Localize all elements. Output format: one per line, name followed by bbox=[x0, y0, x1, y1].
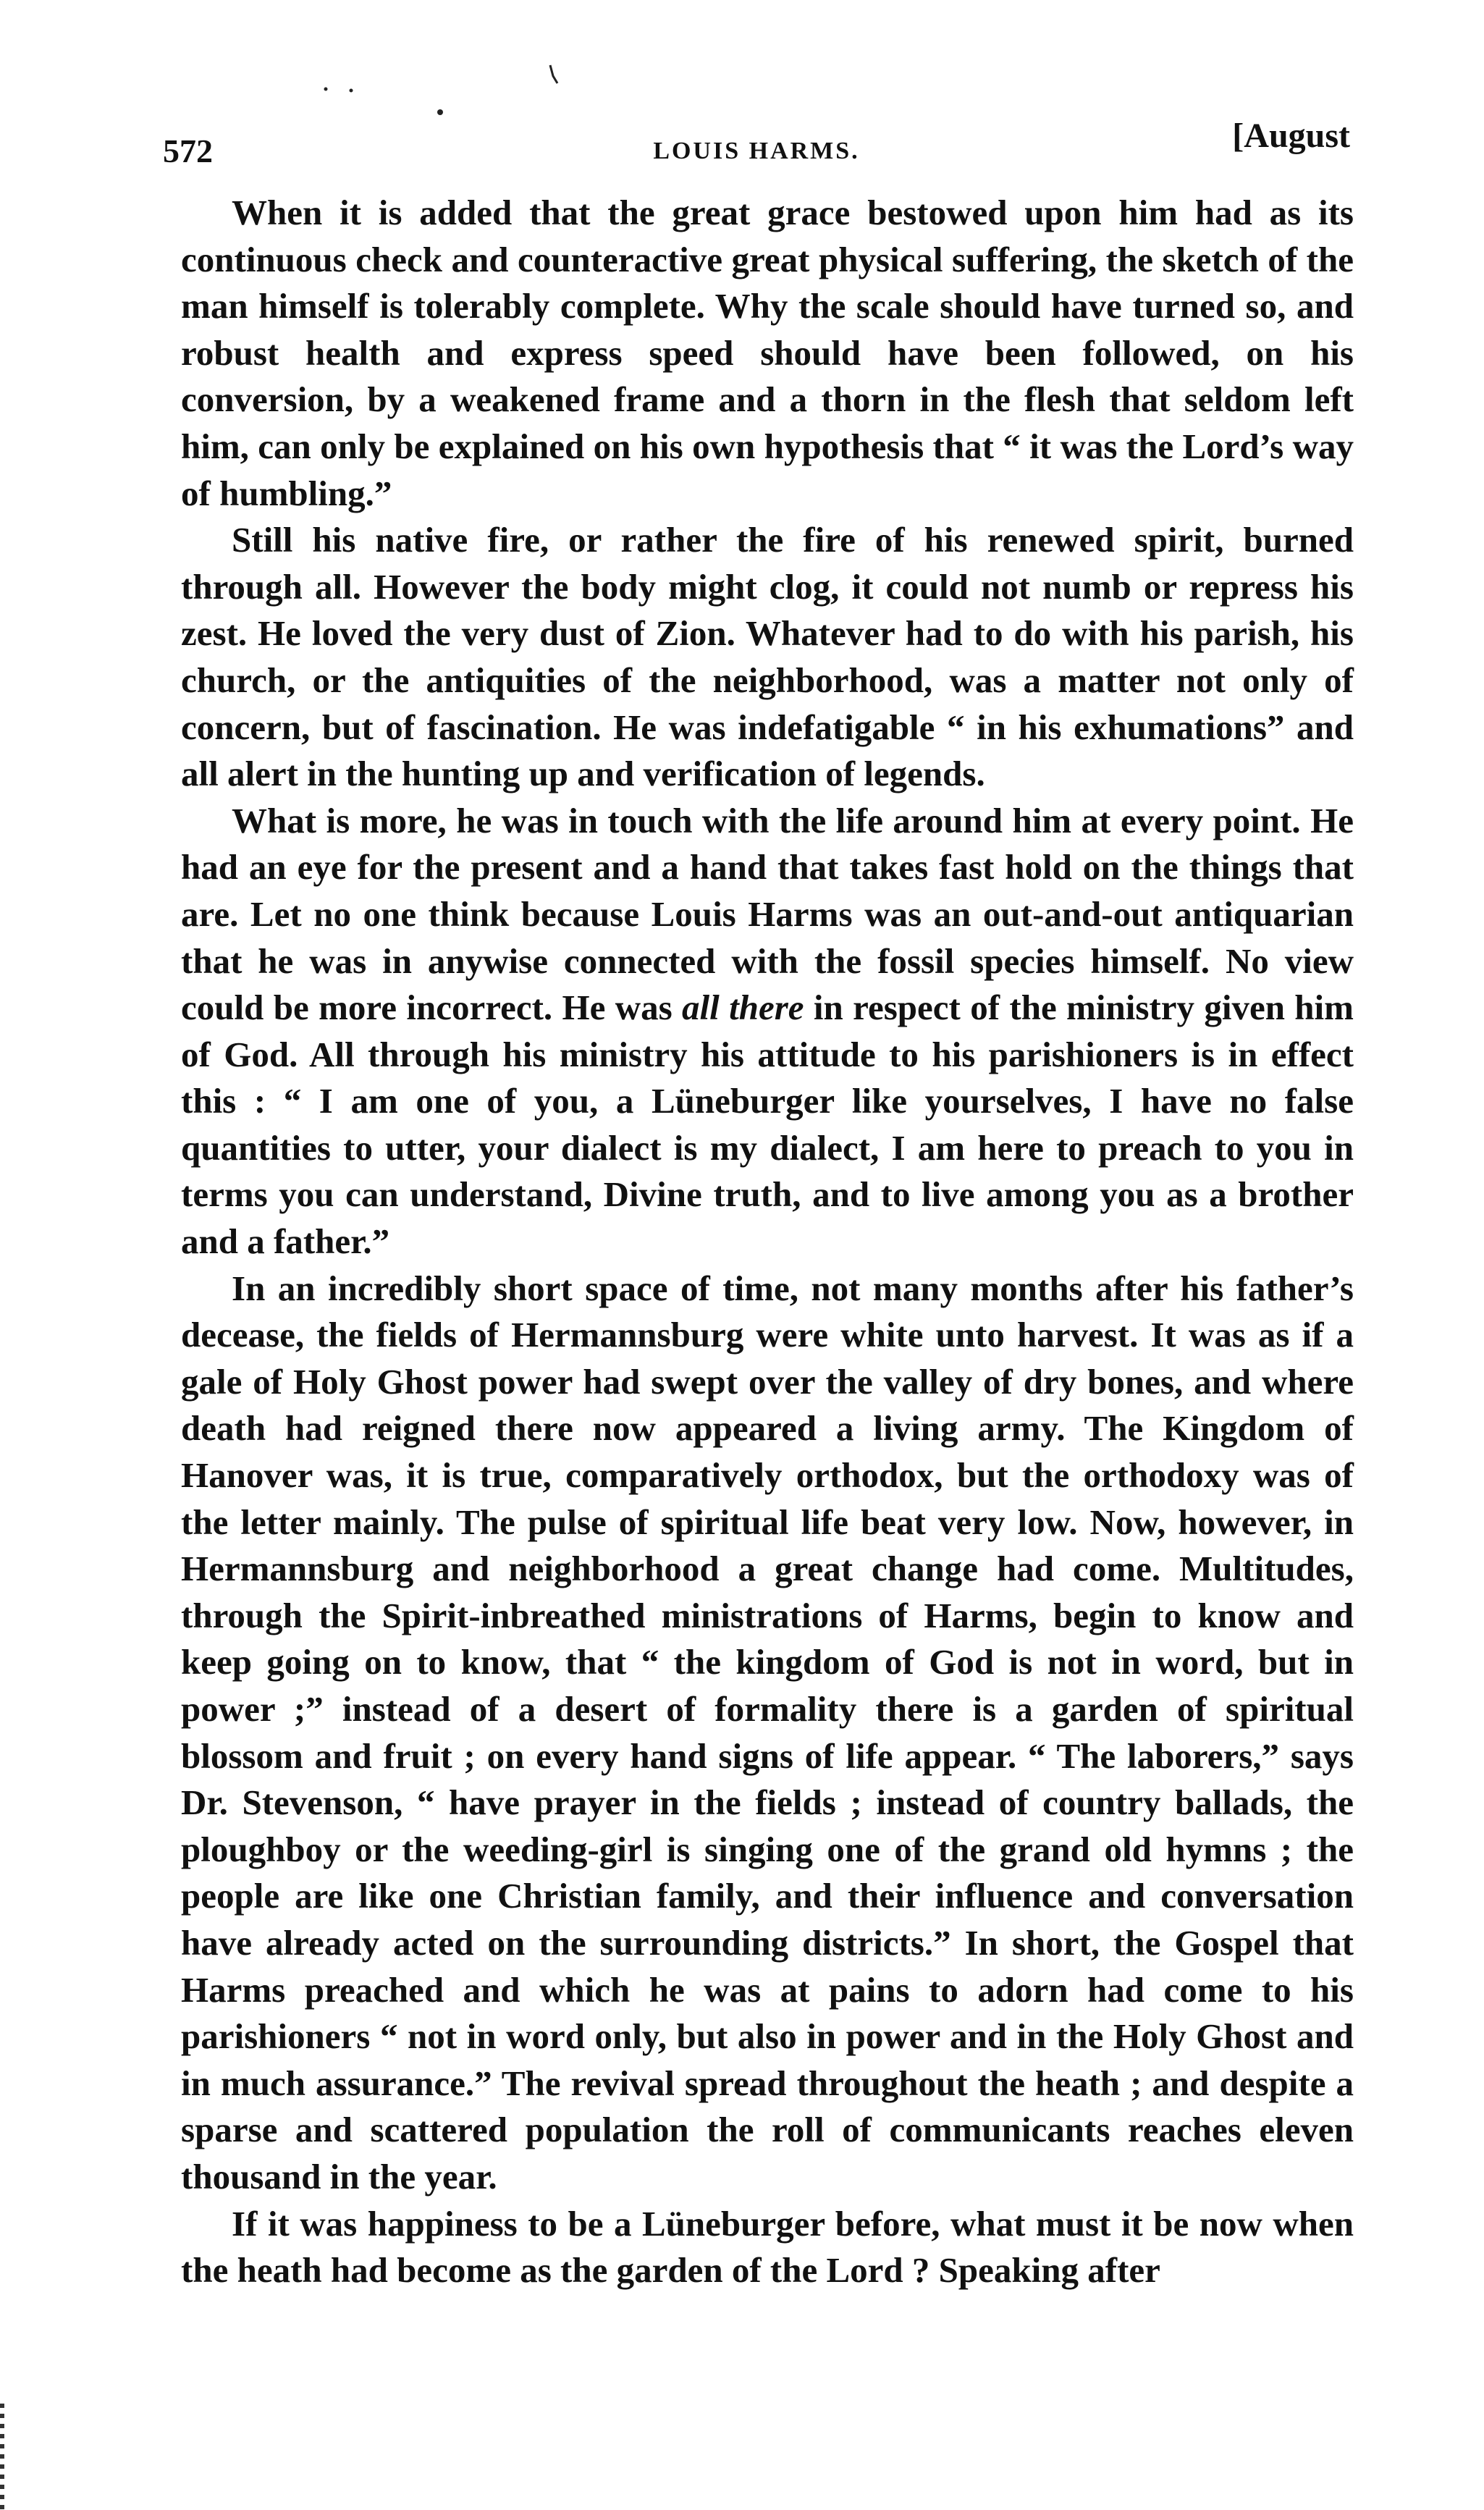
scan-specks bbox=[311, 62, 601, 119]
speck bbox=[324, 88, 328, 91]
page-header bbox=[163, 116, 1350, 181]
paragraph-2: Still his native fire, or rather the fire of his renewed spirit, burned through all. However the body might clog, it could not numb or repress his zest. He loved the very dust of Zion. Whatever had to do with his parish, his church, or the antiquities of the neighborhood, was a matter not only of concern, but of fascination. He was indefatigable “ in his exhumations” and all alert in the hunting up and verification of legends. bbox=[181, 520, 1354, 794]
paragraph-3 bbox=[181, 798, 1354, 1265]
paragraph-5: If it was happiness to be a Lüneburger before, what must it be now when the heath had become as the garden of the Lord ? Speaking after bbox=[181, 2203, 1354, 2291]
body-text bbox=[181, 190, 1354, 2294]
running-date: [August bbox=[1232, 117, 1350, 155]
paragraph-4: In an incredibly short space of time, not many months after his father’s decease, the fields of Hermannsburg were white unto harvest. It was as if a gale of Holy Ghost power had swept over the valley of dry bones, and where death had reigned there now appeared a living army. The Kingdom of Hanover was, it is true, comparatively orthodox, but the orthodoxy was of the letter mainly. The pulse of spiritual life beat very low. Now, however, in Hermannsburg and neighborhood a great change had come. Multitudes, through the Spirit-inbreathed ministrations of Harms, begin to know and keep going on to know, that “ the kingdom of God is not in word, but in power ;” instead of a desert of formality there is a garden of spiritual blossom and fruit ; on every hand signs of life appear. “ The laborers,” says Dr. Stevenson, “ have prayer in the fields ; instead of country ballads, the ploughboy or the weeding-girl is singing one of the grand old hymns ; the people are like one Christian family, and their influence and conversation have already acted on the surrounding districts.” In short, the Gospel that Harms preached and which he was at pains to adorn had come to his parishioners “ not in word only, but also in power and in the Holy Ghost and in much assurance.” The revival spread throughout the heath ; and despite a sparse and scattered population the roll of communicants reaches eleven thousand in the year. bbox=[181, 1268, 1354, 2197]
speck bbox=[350, 89, 353, 93]
speck bbox=[550, 65, 557, 83]
running-head: LOUIS HARMS. bbox=[653, 138, 860, 164]
paragraph-1: When it is added that the great grace bestowed upon him had as its continuous check and counteractive great physical suffering, the sketch of the man himself is tolerably complete. Why the scale should have turned so, and robust health and express speed should have been followed, on his conversion, by a weakened frame and a thorn in the flesh that seldom left him, can only be explained on his own hypothesis that “ it was the Lord’s way of humbling.” bbox=[181, 193, 1354, 513]
paragraph-3-text-b: in respect of the ministry given him of God. All through his ministry his attitude to his parishioners is in effect this : “ I am one of you, a Lüneburger like yourselves, I have no false quantities to utter, your dialect is my dialect, I am here to preach to you in terms you can understand, Divine truth, and to live among you as a brother and a father.” bbox=[181, 987, 1354, 1262]
scan-edge-mark bbox=[0, 2404, 4, 2510]
speck bbox=[437, 109, 443, 115]
paragraph-3-emphasis: all there bbox=[682, 987, 804, 1028]
paragraph-3-text-a: What is more, he was in touch with the life around him at every point. He had an eye for the present and a hand that takes fast hold on the things that are. Let no one think because Louis Harms was an out-and-out antiquarian that he was in anywise connected with the fossil species himself. No view could be more incorrect. He was bbox=[181, 800, 1354, 1028]
page-number: 572 bbox=[163, 132, 213, 169]
